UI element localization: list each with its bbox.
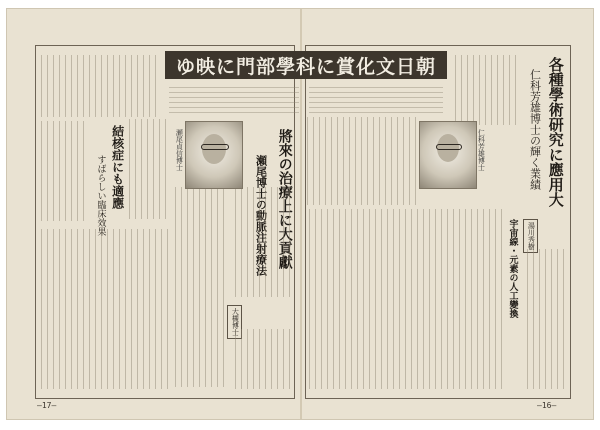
left-article-subtitle: すばらしい臨床效果: [95, 155, 106, 236]
center-article-byline: 大槻博士: [231, 308, 240, 336]
right-article-byline: 湯川秀樹: [527, 222, 536, 250]
left-body-middle: [41, 121, 89, 221]
lead-text-right: [309, 85, 443, 113]
right-article-byline-box: [523, 219, 538, 253]
lead-text-left: [169, 85, 299, 113]
center-article-title: 將來の治療上に大貢獻: [276, 129, 293, 269]
portrait-seo-caption: 瀬尾貞信博士: [175, 129, 184, 171]
portrait-nishina-caption: 仁科芳雄博士: [477, 129, 486, 171]
page-number-right: —16—: [537, 401, 557, 410]
right-body-edge: [527, 249, 565, 389]
newspaper-spread: [6, 8, 594, 420]
center-body-bottom: [235, 329, 295, 389]
right-article-title: 各種學術研究に應用大: [546, 57, 565, 207]
right-body-middle: [307, 117, 417, 205]
portrait-seo: [185, 121, 243, 189]
center-body-left: [175, 187, 225, 387]
right-article-subtitle: 仁科芳雄博士の輝く業績: [528, 69, 542, 190]
right-body-lower: [309, 209, 507, 389]
right-body-top: [455, 55, 521, 125]
portrait-nishina: [419, 121, 477, 189]
headline: 朝日文化賞に科學部門に映ゆ: [176, 55, 437, 78]
page-number-left: —17—: [37, 401, 57, 410]
left-body-bottom: [41, 229, 169, 389]
right-column-heading: 宇宙線・元素の人工變換: [507, 219, 518, 318]
left-body-top: [41, 55, 161, 117]
center-body-right: [235, 187, 295, 297]
center-article-subtitle: 瀬尾博士の動脈注射療法: [254, 155, 268, 276]
left-body-right: [129, 119, 169, 219]
left-article-title: 結核症にも適應: [110, 125, 125, 209]
